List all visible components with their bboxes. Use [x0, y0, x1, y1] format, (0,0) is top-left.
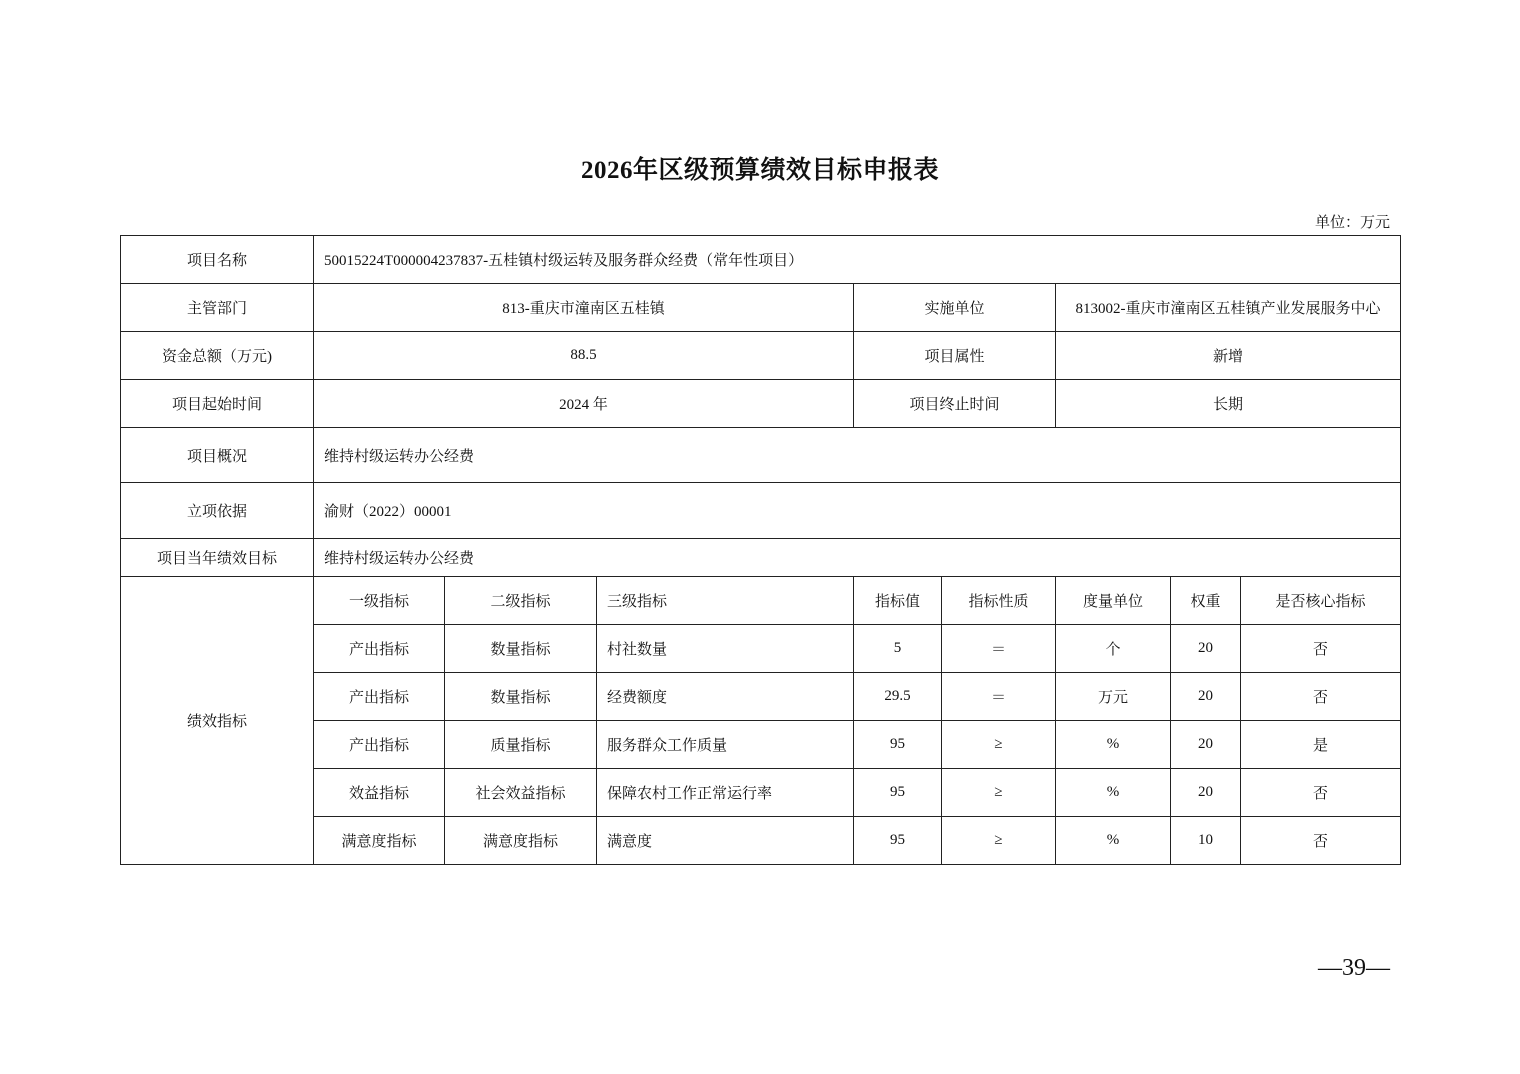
weight-cell: 20 [1171, 625, 1241, 673]
end-value: 长期 [1056, 380, 1401, 428]
page-number: —39— [1318, 955, 1390, 981]
level3-cell: 服务群众工作质量 [597, 721, 854, 769]
table-row [121, 428, 1401, 483]
goal-label: 项目当年绩效目标 [121, 539, 314, 577]
unit-label: 单位：万元 [1314, 215, 1390, 231]
goal-value: 维持村级运转办公经费 [314, 539, 1401, 577]
nature-cell: ≥ [942, 817, 1056, 865]
core-cell: 否 [1241, 625, 1401, 673]
level1-cell: 产出指标 [314, 721, 445, 769]
level1-cell: 效益指标 [314, 769, 445, 817]
weight-cell: 20 [1171, 721, 1241, 769]
core-cell: 是 [1241, 721, 1401, 769]
basis-label: 立项依据 [121, 483, 314, 539]
table-row [121, 483, 1401, 539]
nature-cell: ＝ [942, 625, 1056, 673]
nature-cell: ≥ [942, 769, 1056, 817]
start-value: 2024 年 [314, 380, 854, 428]
header-core: 是否核心指标 [1241, 577, 1401, 625]
level2-cell: 数量指标 [445, 625, 597, 673]
performance-target-table [120, 235, 1401, 865]
unit-cell: % [1056, 769, 1171, 817]
level3-cell: 满意度 [597, 817, 854, 865]
unit-cell: 万元 [1056, 673, 1171, 721]
header-level3: 三级指标 [597, 577, 854, 625]
indicators-section-label: 绩效指标 [121, 577, 314, 865]
dept-label: 主管部门 [121, 284, 314, 332]
level3-cell: 经费额度 [597, 673, 854, 721]
dept-value: 813-重庆市潼南区五桂镇 [314, 284, 854, 332]
core-cell: 否 [1241, 817, 1401, 865]
level3-cell: 保障农村工作正常运行率 [597, 769, 854, 817]
level2-cell: 社会效益指标 [445, 769, 597, 817]
core-cell: 否 [1241, 673, 1401, 721]
overview-label: 项目概况 [121, 428, 314, 483]
table-row [121, 332, 1401, 380]
core-cell: 否 [1241, 769, 1401, 817]
impl-label: 实施单位 [854, 284, 1056, 332]
unit-cell: % [1056, 817, 1171, 865]
weight-cell: 20 [1171, 769, 1241, 817]
table-row [121, 236, 1401, 284]
project-name-value: 50015224T000004237837-五桂镇村级运转及服务群众经费（常年性项目） [314, 236, 1401, 284]
table-row [121, 284, 1401, 332]
overview-value: 维持村级运转办公经费 [314, 428, 1401, 483]
fund-value: 88.5 [314, 332, 854, 380]
value-cell: 95 [854, 817, 942, 865]
unit-cell: % [1056, 721, 1171, 769]
fund-label: 资金总额（万元) [121, 332, 314, 380]
level2-cell: 满意度指标 [445, 817, 597, 865]
level1-cell: 产出指标 [314, 625, 445, 673]
level3-cell: 村社数量 [597, 625, 854, 673]
indicator-header-row [121, 577, 1401, 625]
level1-cell: 满意度指标 [314, 817, 445, 865]
value-cell: 95 [854, 769, 942, 817]
header-value: 指标值 [854, 577, 942, 625]
basis-value: 渝财（2022）00001 [314, 483, 1401, 539]
header-nature: 指标性质 [942, 577, 1056, 625]
end-label: 项目终止时间 [854, 380, 1056, 428]
table-row [121, 539, 1401, 577]
value-cell: 29.5 [854, 673, 942, 721]
header-level2: 二级指标 [445, 577, 597, 625]
attr-label: 项目属性 [854, 332, 1056, 380]
nature-cell: ≥ [942, 721, 1056, 769]
weight-cell: 20 [1171, 673, 1241, 721]
level1-cell: 产出指标 [314, 673, 445, 721]
header-unit: 度量单位 [1056, 577, 1171, 625]
attr-value: 新增 [1056, 332, 1401, 380]
weight-cell: 10 [1171, 817, 1241, 865]
header-weight: 权重 [1171, 577, 1241, 625]
level2-cell: 数量指标 [445, 673, 597, 721]
value-cell: 95 [854, 721, 942, 769]
page-title: 2026年区级预算绩效目标申报表 [580, 157, 939, 184]
table-row [121, 380, 1401, 428]
impl-value: 813002-重庆市潼南区五桂镇产业发展服务中心 [1056, 284, 1401, 332]
level2-cell: 质量指标 [445, 721, 597, 769]
value-cell: 5 [854, 625, 942, 673]
header-level1: 一级指标 [314, 577, 445, 625]
start-label: 项目起始时间 [121, 380, 314, 428]
nature-cell: ＝ [942, 673, 1056, 721]
project-name-label: 项目名称 [121, 236, 314, 284]
unit-cell: 个 [1056, 625, 1171, 673]
